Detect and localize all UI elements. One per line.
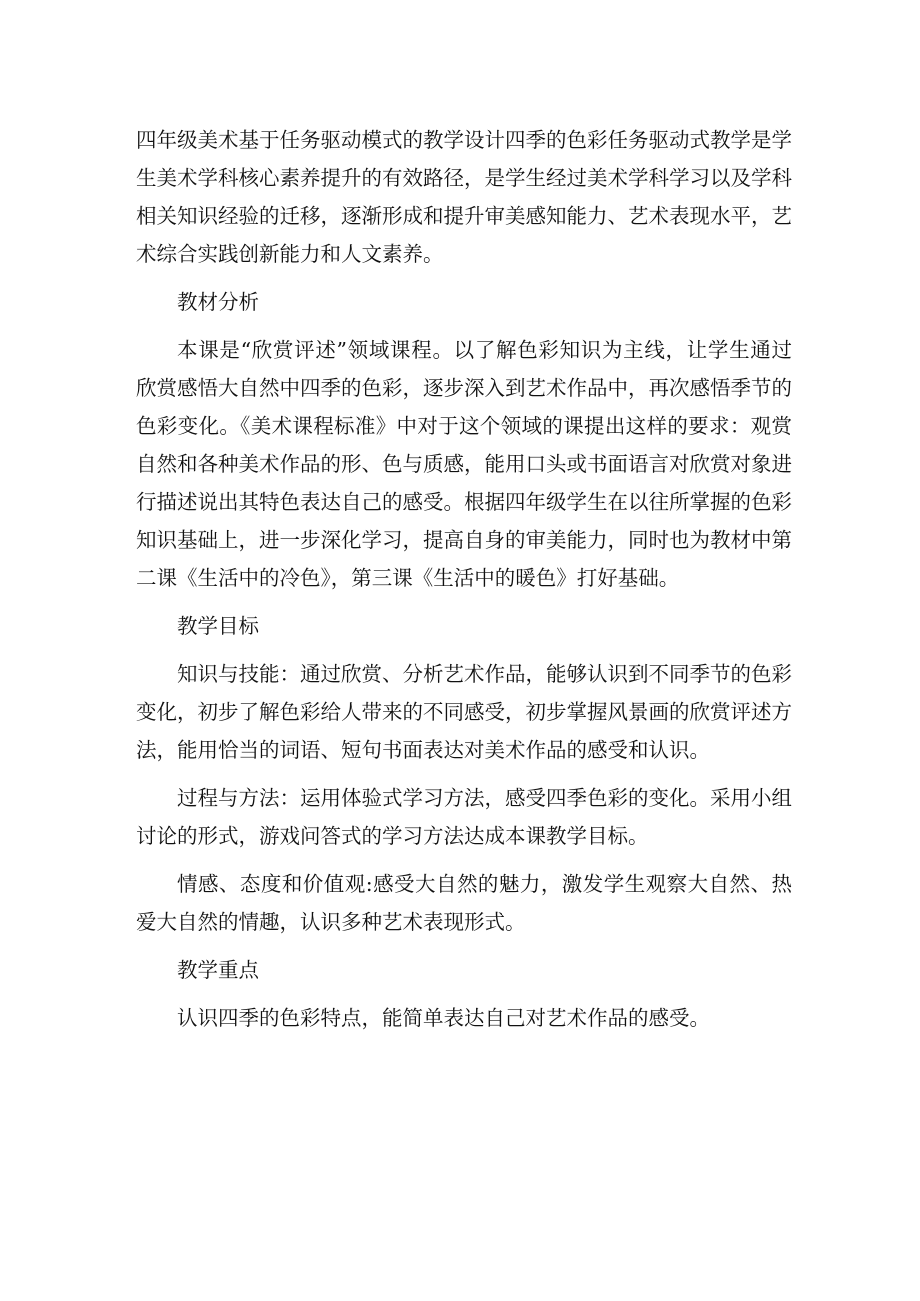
section-heading-textbook-analysis: 教材分析 — [177, 290, 259, 314]
teaching-focus-paragraph: 认识四季的色彩特点，能简单表达自己对艺术作品的感受。 — [177, 1006, 710, 1030]
section-heading-teaching-focus: 教学重点 — [177, 958, 259, 982]
goal-emotion-values-paragraph: 情感、态度和价值观:感受大自然的魅力，激发学生观察大自然、热爱大自然的情趣，认识多种艺术表现形式。 — [136, 872, 792, 934]
section-heading-teaching-goals: 教学目标 — [177, 614, 259, 638]
goal-knowledge-skills-paragraph: 知识与技能：通过欣赏、分析艺术作品，能够认识到不同季节的色彩变化，初步了解色彩给人带来的不同感受，初步掌握风景画的欣赏评述方法，能用恰当的词语、短句书面表达对美术作品的感受和认识。 — [136, 662, 792, 762]
goal-process-methods-paragraph: 过程与方法：运用体验式学习方法，感受四季色彩的变化。采用小组讨论的形式，游戏问答式的学习方法达成本课教学目标。 — [136, 786, 792, 848]
document-page — [136, 121, 792, 1047]
textbook-analysis-paragraph: 本课是“欣赏评述”领域课程。以了解色彩知识为主线，让学生通过欣赏感悟大自然中四季的色彩，逐步深入到艺术作品中，再次感悟季节的色彩变化。《美术课程标准》中对于这个领域的课提出这样的要求：观赏自然和各种美术作品的形、色与质感，能用口头或书面语言对欣赏对象进行描述说出其特色表达自己的感受。根据四年级学生在以往所掌握的色彩知识基础上，进一步深化学习，提高自身的审美能力，同时也为教材中第二课《生活中的冷色》，第三课《生活中的暖色》打好基础。 — [136, 338, 792, 590]
intro-paragraph: 四年级美术基于任务驱动模式的教学设计四季的色彩任务驱动式教学是学生美术学科核心素养提升的有效路径，是学生经过美术学科学习以及学科相关知识经验的迁移，逐渐形成和提升审美感知能力、艺术表现水平，艺术综合实践创新能力和人文素养。 — [136, 128, 792, 266]
